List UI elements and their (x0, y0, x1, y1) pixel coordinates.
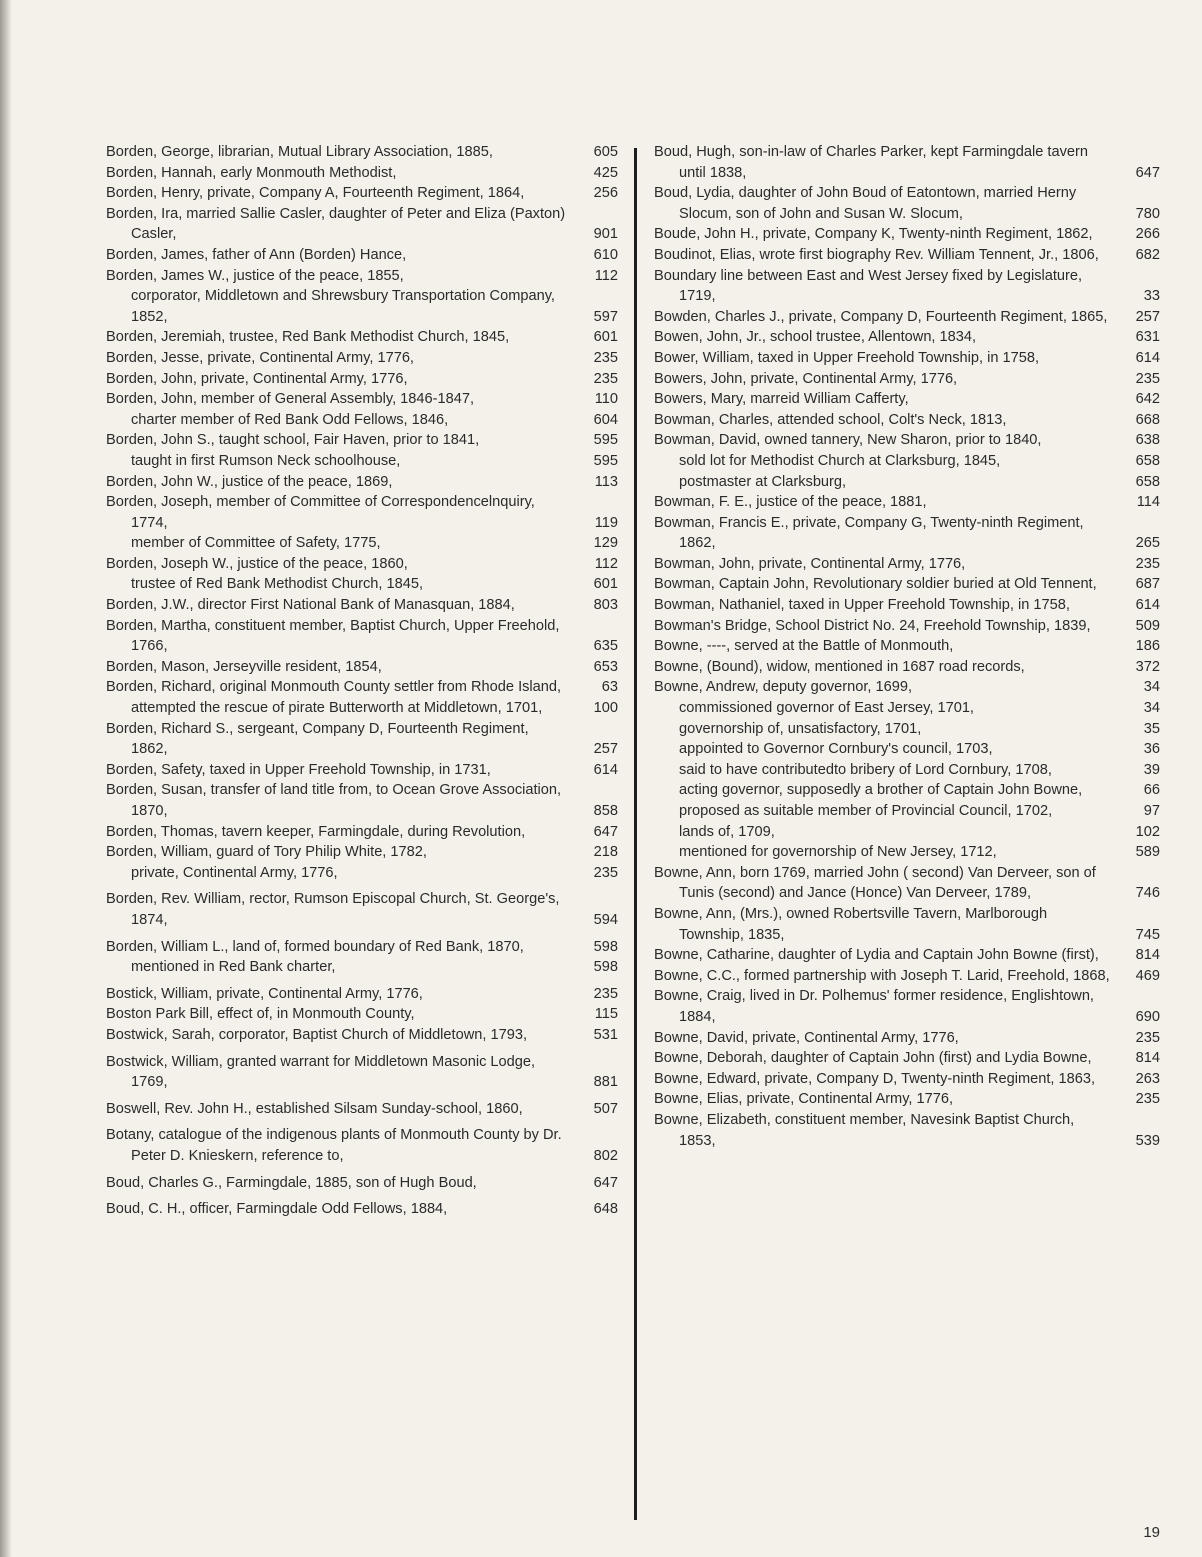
index-entry (654, 574, 1160, 595)
entry-text: sold lot for Methodist Church at Clarksburg, 1845, (679, 452, 1001, 469)
entry-page-number: 100 (593, 700, 618, 717)
index-entry (106, 266, 618, 287)
entry-page-number: 780 (1135, 205, 1160, 222)
entry-page-number: 97 (1143, 803, 1160, 819)
entry-page-number: 598 (593, 938, 618, 955)
entry-text: Boudinot, Elias, wrote first biography Rev. William Tennent, Jr., 1806, (654, 246, 1099, 263)
entry-page-number: 648 (593, 1201, 618, 1218)
index-entry (106, 492, 618, 533)
entry-text: taught in first Rumson Neck schoolhouse, (131, 452, 401, 469)
entry-page-number: 186 (1135, 638, 1160, 655)
entry-text: Bowne, C.C., formed partnership with Joseph T. Larid, Freehold, 1868, (654, 967, 1110, 984)
entry-page-number: 34 (1143, 679, 1160, 696)
entry-page-number: 595 (593, 432, 618, 449)
entry-text: member of Committee of Safety, 1775, (131, 535, 381, 552)
index-entry (654, 410, 1160, 431)
entry-page-number: 601 (593, 329, 618, 346)
entry-text: Borden, Ira, married Sallie Casler, daughter of Peter and Eliza (Paxton) Casler, (106, 205, 566, 243)
index-entry (654, 863, 1160, 904)
entry-text: commissioned governor of East Jersey, 1701, (679, 700, 974, 717)
entry-page-number: 638 (1135, 432, 1160, 449)
entry-text: Borden, Jeremiah, trustee, Red Bank Methodist Church, 1845, (106, 329, 510, 346)
entry-page-number: 129 (593, 535, 618, 552)
index-entry (654, 657, 1160, 678)
index-column-left (106, 142, 618, 1220)
entry-page-number: 235 (593, 349, 618, 366)
entry-text: Bostick, William, private, Continental Army, 1776, (106, 985, 423, 1002)
entry-page-number: 802 (593, 1147, 618, 1164)
index-subentry (106, 957, 618, 978)
index-subentry (654, 698, 1160, 719)
entry-text: Bowden, Charles J., private, Company D, Fourteenth Regiment, 1865, (654, 308, 1108, 325)
entry-page-number: 469 (1135, 967, 1160, 984)
entry-text: proposed as suitable member of Provincial Council, 1702, (679, 803, 1053, 819)
index-entry (654, 945, 1160, 966)
entry-text: attempted the rescue of pirate Butterworth at Middletown, 1701, (131, 700, 543, 717)
index-entry (654, 307, 1160, 328)
entry-text: Bowman, David, owned tannery, New Sharon, prior to 1840, (654, 432, 1042, 449)
entry-text: Borden, J.W., director First National Bank of Manasquan, 1884, (106, 597, 515, 614)
entry-text: governorship of, unsatisfactory, 1701, (679, 720, 922, 737)
entry-text: Boud, Lydia, daughter of John Boud of Eatontown, married Herny Slocum, son of John and Susan W. Slocum, (654, 185, 1077, 222)
index-entry (106, 937, 618, 958)
index-entry (106, 595, 618, 616)
entry-text: Borden, Jesse, private, Continental Army, 1776, (106, 349, 414, 366)
entry-text: Boud, Hugh, son-in-law of Charles Parker, kept Farmingdale tavern until 1838, (654, 144, 1088, 181)
entry-page-number: 235 (1135, 555, 1160, 572)
index-entry (654, 142, 1160, 183)
index-entry (654, 224, 1160, 245)
index-subentry (106, 286, 618, 327)
entry-text: Borden, John, private, Continental Army, 1776, (106, 370, 408, 387)
entry-page-number: 235 (593, 985, 618, 1002)
entry-text: lands of, 1709, (679, 823, 775, 840)
index-subentry (106, 410, 618, 431)
page-number: 19 (1143, 1524, 1160, 1541)
index-entry (106, 554, 618, 575)
entry-page-number: 858 (593, 803, 618, 819)
entry-text: Boud, C. H., officer, Farmingdale Odd Fellows, 1884, (106, 1201, 448, 1218)
entry-page-number: 668 (1135, 411, 1160, 428)
entry-page-number: 687 (1135, 576, 1160, 593)
entry-page-number: 235 (1135, 1029, 1160, 1046)
entry-text: Borden, Martha, constituent member, Baptist Church, Upper Freehold, 1766, (106, 617, 560, 655)
entry-text: Bowne, Ann, (Mrs.), owned Robertsville Tavern, Marlborough Township, 1835, (654, 905, 1048, 943)
entry-page-number: 642 (1135, 391, 1160, 408)
entry-page-number: 372 (1135, 658, 1160, 675)
entry-page-number: 115 (594, 1006, 618, 1023)
entry-page-number: 631 (1135, 329, 1160, 346)
entry-page-number: 119 (594, 514, 618, 531)
index-entry (106, 369, 618, 390)
entry-text: Bower, William, taxed in Upper Freehold Township, in 1758, (654, 349, 1040, 366)
entry-text: Borden, John S., taught school, Fair Haven, prior to 1841, (106, 432, 480, 449)
index-subentry (106, 863, 618, 884)
entry-page-number: 682 (1135, 246, 1160, 263)
index-subentry (106, 451, 618, 472)
entry-text: trustee of Red Bank Methodist Church, 1845, (131, 576, 424, 593)
index-entry (106, 327, 618, 348)
entry-text: Bostwick, William, granted warrant for Middletown Masonic Lodge, 1769, (106, 1053, 536, 1091)
entry-page-number: 114 (1136, 494, 1160, 511)
index-entry (106, 1025, 618, 1046)
entry-text: Bowman, Francis E., private, Company G, Twenty-ninth Regiment, 1862, (654, 514, 1084, 552)
index-entry (654, 430, 1160, 451)
entry-page-number: 218 (593, 844, 618, 861)
entry-text: Borden, Thomas, tavern keeper, Farmingdale, during Revolution, (106, 823, 526, 840)
entry-text: Bowne, ----, served at the Battle of Monmouth, (654, 638, 954, 655)
entry-text: Bowne, Ann, born 1769, married John ( second) Van Derveer, son of Tunis (second) and Jance (Honce) Van Derveer, 1789, (654, 864, 1096, 902)
entry-page-number: 235 (593, 370, 618, 387)
entry-text: Bowers, Mary, marreid William Cafferty, (654, 391, 909, 408)
index-subentry (654, 801, 1160, 822)
entry-page-number: 112 (594, 267, 618, 284)
entry-page-number: 66 (1143, 782, 1160, 799)
index-entry (106, 719, 618, 760)
entry-text: Borden, Richard S., sergeant, Company D, Fourteenth Regiment, 1862, (106, 720, 529, 758)
index-entry (654, 266, 1160, 307)
index-subentry (654, 451, 1160, 472)
entry-text: Borden, George, librarian, Mutual Library Association, 1885, (106, 144, 493, 160)
entry-text: Bowman, John, private, Continental Army, 1776, (654, 555, 966, 572)
entry-page-number: 265 (1135, 535, 1160, 552)
index-entry (106, 1052, 618, 1093)
entry-text: charter member of Red Bank Odd Fellows, 1846, (131, 411, 449, 428)
index-entry (106, 163, 618, 184)
entry-page-number: 595 (593, 452, 618, 469)
index-entry (106, 760, 618, 781)
index-entry (654, 513, 1160, 554)
entry-page-number: 653 (593, 658, 618, 675)
entry-page-number: 33 (1143, 288, 1160, 305)
entry-page-number: 589 (1135, 844, 1160, 861)
entry-page-number: 102 (1135, 823, 1160, 840)
index-entry (654, 554, 1160, 575)
entry-text: Bowen, John, Jr., school trustee, Allentown, 1834, (654, 329, 977, 346)
entry-text: Bowers, John, private, Continental Army, 1776, (654, 370, 958, 387)
index-entry (106, 1125, 618, 1166)
entry-page-number: 803 (593, 597, 618, 614)
entry-text: Botany, catalogue of the indigenous plants of Monmouth County by Dr. Peter D. Knieskern, reference to, (106, 1127, 562, 1164)
index-entry (654, 389, 1160, 410)
index-entry (106, 780, 618, 821)
entry-page-number: 594 (593, 911, 618, 928)
entry-page-number: 425 (593, 164, 618, 181)
entry-page-number: 235 (1135, 370, 1160, 387)
entry-text: private, Continental Army, 1776, (131, 864, 338, 881)
entry-page-number: 658 (1135, 473, 1160, 490)
entry-page-number: 235 (593, 864, 618, 881)
index-entry (106, 142, 618, 163)
index-entry (106, 822, 618, 843)
entry-text: Bowne, Elizabeth, constituent member, Navesink Baptist Church, 1853, (654, 1111, 1075, 1149)
entry-text: Borden, Susan, transfer of land title from, to Ocean Grove Association, 1870, (106, 782, 562, 819)
entry-page-number: 690 (1135, 1008, 1160, 1025)
entry-text: mentioned in Red Bank charter, (131, 959, 336, 976)
index-entry (106, 348, 618, 369)
entry-text: Bowman's Bridge, School District No. 24, Freehold Township, 1839, (654, 617, 1091, 634)
entry-text: Borden, Joseph W., justice of the peace, 1860, (106, 555, 408, 572)
index-subentry (654, 780, 1160, 801)
entry-text: Boston Park Bill, effect of, in Monmouth County, (106, 1006, 415, 1023)
entry-page-number: 604 (593, 411, 618, 428)
index-entry (106, 616, 618, 657)
index-entry (654, 966, 1160, 987)
index-entry (654, 1028, 1160, 1049)
entry-text: Borden, James W., justice of the peace, 1855, (106, 267, 404, 284)
entry-text: Bowman, Charles, attended school, Colt's Neck, 1813, (654, 411, 1007, 428)
entry-text: Boude, John H., private, Company K, Twenty-ninth Regiment, 1862, (654, 226, 1093, 243)
entry-page-number: 745 (1135, 926, 1160, 943)
entry-text: Borden, Safety, taxed in Upper Freehold Township, in 1731, (106, 761, 491, 778)
index-entry (106, 657, 618, 678)
entry-page-number: 63 (601, 679, 618, 696)
entry-page-number: 598 (593, 959, 618, 976)
entry-text: Bowne, David, private, Continental Army, 1776, (654, 1029, 959, 1046)
entry-page-number: 814 (1135, 947, 1160, 964)
index-entry (654, 636, 1160, 657)
entry-text: Borden, Joseph, member of Committee of Correspondencelnquiry, 1774, (106, 494, 535, 531)
index-entry (654, 348, 1160, 369)
index-entry (106, 889, 618, 930)
entry-text: acting governor, supposedly a brother of Captain John Bowne, (679, 782, 1083, 799)
page-binding-shadow (0, 0, 12, 1557)
entry-text: Bowne, Andrew, deputy governor, 1699, (654, 679, 913, 696)
entry-text: Borden, Rev. William, rector, Rumson Episcopal Church, St. George's, 1874, (106, 891, 560, 928)
entry-text: said to have contributedto bribery of Lord Cornbury, 1708, (679, 761, 1052, 778)
index-entry (106, 430, 618, 451)
entry-page-number: 113 (594, 473, 618, 490)
entry-text: Borden, John, member of General Assembly, 1846-1847, (106, 391, 475, 408)
index-entry (654, 1069, 1160, 1090)
index-entry (106, 1173, 618, 1194)
entry-text: Bowman, Nathaniel, taxed in Upper Freehold Township, in 1758, (654, 597, 1070, 614)
entry-page-number: 539 (1135, 1132, 1160, 1149)
entry-page-number: 901 (593, 226, 618, 243)
entry-page-number: 509 (1135, 617, 1160, 634)
index-subentry (106, 698, 618, 719)
entry-text: Bowne, Catharine, daughter of Lydia and Captain John Bowne (first), (654, 947, 1099, 964)
entry-text: Bowman, F. E., justice of the peace, 1881, (654, 494, 927, 511)
index-entry (106, 1099, 618, 1120)
index-entry (654, 1089, 1160, 1110)
entry-page-number: 35 (1143, 720, 1160, 737)
index-entry (106, 1199, 618, 1220)
index-entry (654, 1048, 1160, 1069)
entry-page-number: 257 (593, 741, 618, 758)
index-entry (106, 984, 618, 1005)
entry-text: postmaster at Clarksburg, (679, 473, 847, 490)
index-subentry (654, 822, 1160, 843)
entry-page-number: 507 (593, 1100, 618, 1117)
entry-text: Bowman, Captain John, Revolutionary soldier buried at Old Tennent, (654, 576, 1097, 593)
entry-page-number: 112 (594, 555, 618, 572)
index-subentry (654, 842, 1160, 863)
entry-page-number: 610 (593, 246, 618, 263)
entry-text: Borden, Hannah, early Monmouth Methodist, (106, 164, 397, 181)
entry-text: Bowne, Deborah, daughter of Captain John (first) and Lydia Bowne, (654, 1050, 1092, 1067)
entry-text: Borden, Henry, private, Company A, Fourteenth Regiment, 1864, (106, 185, 525, 202)
entry-page-number: 266 (1135, 226, 1160, 243)
index-entry (654, 904, 1160, 945)
index-entry (106, 1004, 618, 1025)
entry-page-number: 263 (1135, 1070, 1160, 1087)
index-entry (106, 677, 618, 698)
entry-page-number: 39 (1143, 761, 1160, 778)
index-entry (654, 1110, 1160, 1151)
entry-page-number: 110 (594, 391, 618, 408)
entry-text: Borden, Richard, original Monmouth County settler from Rhode Island, (106, 679, 562, 696)
index-entry (106, 472, 618, 493)
index-subentry (106, 533, 618, 554)
entry-page-number: 531 (593, 1026, 618, 1043)
entry-text: Boswell, Rev. John H., established Silsam Sunday-school, 1860, (106, 1100, 523, 1117)
index-column-right (654, 142, 1160, 1151)
index-entry (654, 677, 1160, 698)
index-entry (106, 842, 618, 863)
entry-text: Borden, William L., land of, formed boundary of Red Bank, 1870, (106, 938, 524, 955)
entry-text: Boundary line between East and West Jersey fixed by Legislature, 1719, (654, 267, 1083, 305)
entry-page-number: 605 (593, 144, 618, 160)
index-entry (106, 245, 618, 266)
index-entry (106, 389, 618, 410)
entry-text: Bowne, Craig, lived in Dr. Polhemus' former residence, Englishtown, 1884, (654, 988, 1094, 1025)
entry-page-number: 614 (1135, 597, 1160, 614)
index-entry (654, 327, 1160, 348)
index-subentry (654, 760, 1160, 781)
index-entry (654, 616, 1160, 637)
entry-page-number: 614 (593, 761, 618, 778)
entry-page-number: 635 (593, 638, 618, 655)
entry-page-number: 647 (593, 823, 618, 840)
index-entry (654, 492, 1160, 513)
entry-text: Borden, John W., justice of the peace, 1869, (106, 473, 393, 490)
entry-text: Bostwick, Sarah, corporator, Baptist Church of Middletown, 1793, (106, 1026, 527, 1043)
entry-page-number: 614 (1135, 349, 1160, 366)
entry-text: Borden, William, guard of Tory Philip White, 1782, (106, 844, 427, 861)
index-entry (106, 183, 618, 204)
entry-text: Borden, James, father of Ann (Borden) Hance, (106, 246, 407, 263)
index-entry (106, 204, 618, 245)
entry-page-number: 647 (1135, 164, 1160, 181)
entry-text: mentioned for governorship of New Jersey, 1712, (679, 844, 997, 861)
entry-page-number: 235 (1135, 1091, 1160, 1108)
entry-page-number: 658 (1135, 452, 1160, 469)
index-entry (654, 986, 1160, 1027)
index-entry (654, 369, 1160, 390)
entry-text: Bowne, Elias, private, Continental Army, 1776, (654, 1091, 954, 1108)
entry-page-number: 34 (1143, 700, 1160, 717)
index-subentry (106, 574, 618, 595)
index-entry (654, 245, 1160, 266)
entry-page-number: 814 (1135, 1050, 1160, 1067)
entry-page-number: 746 (1135, 885, 1160, 902)
entry-page-number: 257 (1135, 308, 1160, 325)
entry-text: corporator, Middletown and Shrewsbury Transportation Company, 1852, (131, 288, 555, 325)
entry-page-number: 647 (593, 1174, 618, 1191)
entry-text: Boud, Charles G., Farmingdale, 1885, son of Hugh Boud, (106, 1174, 477, 1191)
index-subentry (654, 719, 1160, 740)
entry-page-number: 256 (593, 185, 618, 202)
entry-page-number: 597 (593, 308, 618, 325)
entry-text: Bowne, (Bound), widow, mentioned in 1687 road records, (654, 658, 1025, 675)
entry-page-number: 601 (593, 576, 618, 593)
index-subentry (654, 739, 1160, 760)
entry-page-number: 881 (593, 1074, 618, 1091)
entry-page-number: 36 (1143, 741, 1160, 758)
entry-text: Bowne, Edward, private, Company D, Twenty-ninth Regiment, 1863, (654, 1070, 1096, 1087)
index-subentry (654, 472, 1160, 493)
entry-text: Borden, Mason, Jerseyville resident, 1854, (106, 658, 382, 675)
entry-text: appointed to Governor Cornbury's council, 1703, (679, 741, 993, 758)
index-entry (654, 595, 1160, 616)
index-entry (654, 183, 1160, 224)
column-divider (634, 148, 637, 1520)
